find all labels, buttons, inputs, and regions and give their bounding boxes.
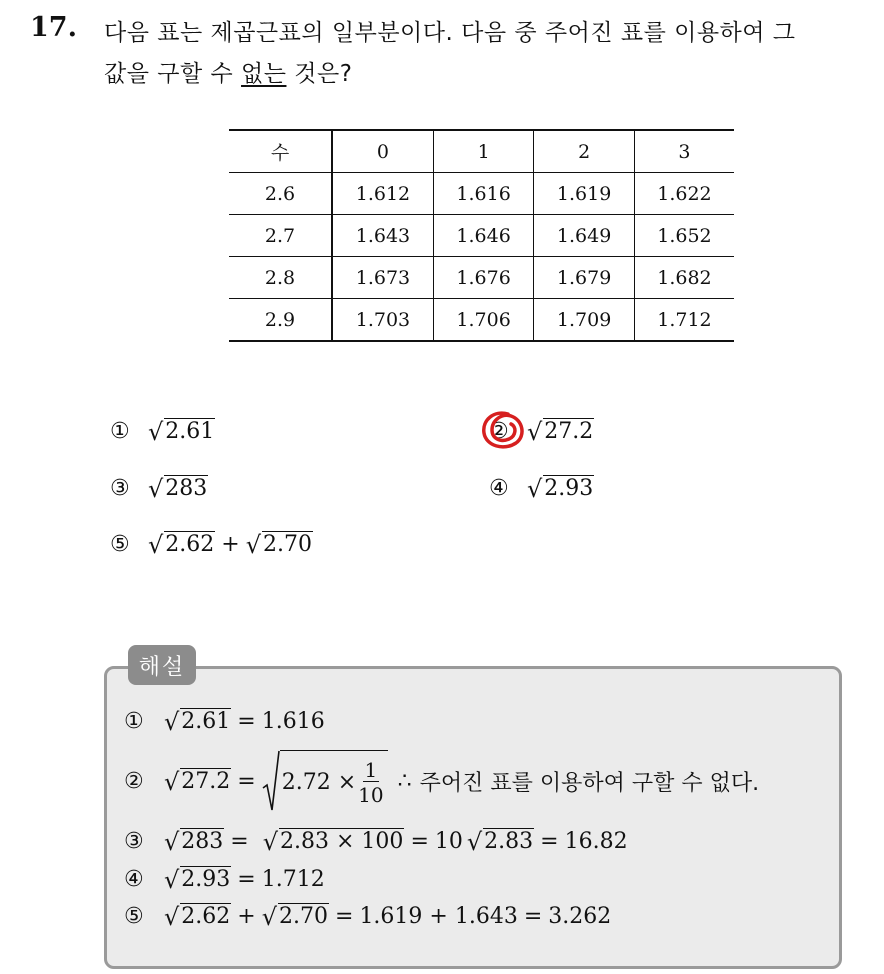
table-header-cell: 수 (229, 130, 332, 173)
square-root-table (229, 129, 734, 342)
table-row (229, 215, 734, 257)
equals-sign: = (230, 828, 249, 854)
solution-number: ④ (124, 866, 144, 892)
radicand: 2.93 (544, 476, 594, 501)
radicand: 2.93 (181, 867, 231, 892)
table-cell: 1.622 (634, 173, 734, 215)
sqrt-expression (148, 531, 215, 560)
equals-sign: = (237, 708, 256, 734)
option-5[interactable] (110, 531, 313, 560)
sqrt-expression (527, 418, 594, 447)
sqrt-expression (148, 418, 215, 447)
radical-sign: √ (262, 828, 279, 857)
equals-sign: = (410, 828, 429, 854)
radical-sign: √ (148, 531, 164, 560)
radicand: 2.62 (181, 904, 231, 929)
table-cell: 1.709 (534, 299, 635, 342)
plus-sign: + (237, 903, 256, 929)
radical-sign: √ (148, 418, 164, 447)
table-header-cell: 1 (433, 130, 534, 173)
radical-sign: √ (466, 828, 483, 857)
answer-circle-mark-icon (478, 408, 528, 454)
equals-sign: = (523, 903, 543, 929)
table-cell: 1.616 (433, 173, 534, 215)
radical-sign: √ (527, 475, 543, 504)
fraction-numerator: 1 (364, 758, 378, 782)
option-3[interactable] (110, 475, 208, 504)
equals-sign: = (335, 903, 354, 929)
table-row (229, 257, 734, 299)
radicand: 27.2 (181, 768, 231, 794)
equals-sign: = (540, 828, 559, 854)
fraction (358, 759, 383, 806)
sqrt-expression (164, 903, 231, 932)
radicand: 27.2 (544, 419, 594, 444)
option-number: ② (489, 418, 509, 444)
sqrt-expression (466, 828, 534, 857)
table-cell: 1.682 (634, 257, 734, 299)
sqrt-expression (148, 475, 208, 504)
radical-sign: √ (164, 903, 180, 932)
solution-line-4 (124, 866, 325, 895)
table-cell: 1.619 (534, 173, 635, 215)
radicand: 283 (165, 476, 208, 501)
question-text-line1: 다음 표는 제곱근표의 일부분이다. 다음 중 주어진 표를 이용하여 그 (104, 20, 796, 46)
sqrt-expression (261, 903, 329, 932)
sqrt-expression (164, 708, 231, 737)
radical-sign: √ (261, 903, 278, 932)
table-row (229, 173, 734, 215)
radicand-group (280, 750, 388, 812)
question-number: 17. (30, 12, 77, 43)
radicand: 2.83 (484, 829, 534, 854)
solution-number: ① (124, 708, 144, 734)
option-1[interactable] (110, 418, 215, 447)
table-cell: 1.652 (634, 215, 734, 257)
sqrt-expression (527, 475, 594, 504)
radicand: 283 (181, 829, 224, 854)
solution-line-1 (124, 708, 325, 737)
large-sqrt-expression (262, 750, 388, 812)
fraction-denominator: 10 (358, 783, 384, 807)
result-value: 1.712 (261, 866, 325, 892)
radicand: 2.70 (279, 904, 328, 929)
table-row (229, 299, 734, 342)
result-value: 16.82 (564, 828, 628, 854)
table-cell: 2.7 (229, 215, 332, 257)
radicand: 2.61 (165, 419, 215, 444)
solution-line-2 (124, 750, 759, 812)
sqrt-expression (245, 531, 313, 560)
table-cell: 1.643 (332, 215, 433, 257)
radical-sign: √ (148, 475, 164, 504)
table-cell: 2.6 (229, 173, 332, 215)
solution-line-5 (124, 903, 612, 932)
solution-line-3 (124, 828, 628, 857)
option-number: ① (110, 418, 130, 444)
table-cell: 1.649 (534, 215, 635, 257)
conclusion-text: 주어진 표를 이용하여 구할 수 없다. (419, 770, 760, 796)
table-header-cell: 3 (634, 130, 734, 173)
option-number: ④ (489, 475, 509, 501)
underlined-word: 없는 (241, 61, 287, 87)
option-number: ⑤ (110, 531, 130, 557)
table-cell: 1.676 (433, 257, 534, 299)
radicand: 2.72 × (281, 769, 357, 795)
option-4[interactable] (489, 475, 594, 504)
solution-number: ⑤ (124, 903, 144, 929)
coefficient: 10 (434, 828, 463, 854)
radicand: 2.61 (181, 709, 231, 734)
radicand: 2.62 (165, 532, 215, 557)
therefore-symbol: ∴ (397, 768, 412, 794)
solution-tag: 해설 (128, 645, 196, 685)
table-cell: 2.9 (229, 299, 332, 342)
table-cell: 2.8 (229, 257, 332, 299)
large-radical-sign-icon (262, 750, 280, 812)
table-header-row (229, 130, 734, 173)
table-header-cell: 2 (534, 130, 635, 173)
table-cell: 1.712 (634, 299, 734, 342)
sqrt-expression (164, 768, 231, 797)
radical-sign: √ (164, 866, 180, 895)
radical-sign: √ (164, 768, 180, 797)
table-cell: 1.612 (332, 173, 433, 215)
result-value: 3.262 (548, 903, 612, 929)
radical-sign: √ (527, 418, 543, 447)
question-text-part: 것은? (286, 61, 353, 87)
radicand: 2.70 (263, 532, 312, 557)
question-text-part: 값을 구할 수 (104, 61, 242, 87)
radical-sign: √ (164, 828, 180, 857)
sum-expression: 1.619 + 1.643 (359, 903, 518, 929)
plus-sign: + (221, 531, 240, 557)
option-number: ③ (110, 475, 130, 501)
radical-sign: √ (164, 708, 180, 737)
radicand: 2.83 × 100 (280, 829, 404, 854)
equals-sign: = (237, 768, 256, 794)
sqrt-expression (262, 828, 405, 857)
equals-sign: = (237, 866, 256, 892)
sqrt-expression (164, 866, 231, 895)
table-cell: 1.646 (433, 215, 534, 257)
question-text-line2 (104, 55, 352, 88)
solution-number: ③ (124, 828, 144, 854)
table-header-cell: 0 (332, 130, 433, 173)
table-cell: 1.673 (332, 257, 433, 299)
solution-number: ② (124, 768, 144, 794)
result-value: 1.616 (261, 708, 325, 734)
radical-sign: √ (245, 531, 262, 560)
table-cell: 1.703 (332, 299, 433, 342)
table-cell: 1.706 (433, 299, 534, 342)
sqrt-expression (164, 828, 224, 857)
table-cell: 1.679 (534, 257, 635, 299)
